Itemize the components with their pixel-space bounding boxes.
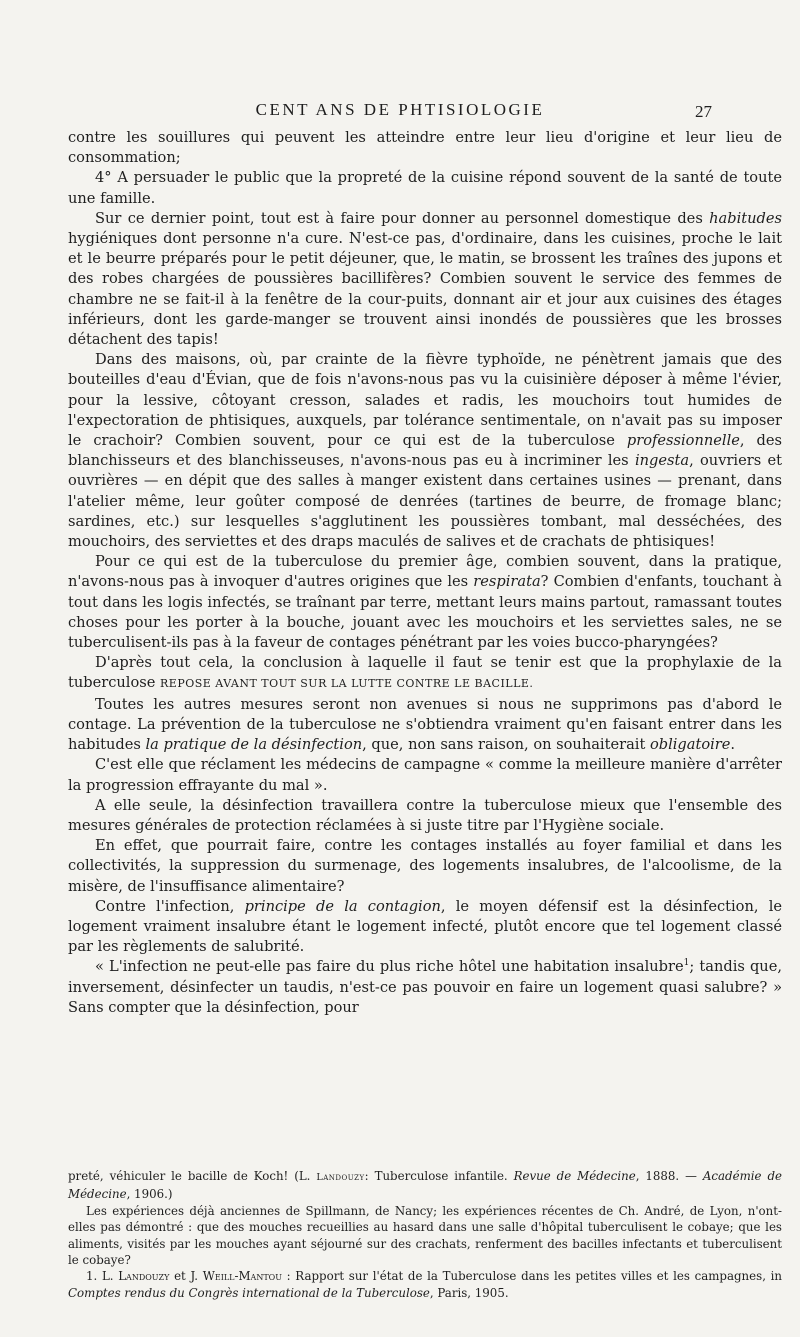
paragraph-7 xyxy=(68,695,782,756)
footnotes xyxy=(68,1168,782,1301)
footnote-1 xyxy=(68,1268,782,1301)
footnote-ref: 1 xyxy=(683,958,690,969)
text-run: Toutes les autres mesures seront non avenues si nous ne supprimons pas d'abord le contage. La prévention de la tuberculose ne s'obtiendra vraiment qu'en faisant entrer dans les habitudes xyxy=(68,695,782,754)
paragraph-11 xyxy=(68,897,782,958)
journal-title: Revue de Médecine xyxy=(513,1169,636,1183)
text-run: , des blanchisseurs et des blanchisseuses, n'avons-nous pas eu à incriminer les xyxy=(68,432,782,470)
paragraph-3 xyxy=(68,209,782,350)
running-title: CENT ANS DE PHTISIOLOGIE xyxy=(255,100,545,119)
text-run: Dans des maisons, où, par crainte de la fièvre typhoïde, ne pénètrent jamais que des bouteilles d'eau d'Évian, que de fois n'avons-nous pas vu la cuisinière déposer à même l'évier, pour la lessive, côtoyant cresson, salades et radis, les mouchoirs tout humides de l'expectoration de phtisiques, auxquels, par tolérance sentimentale, on n'avait pas su imposer le crachoir? Combien souvent, pour ce qui est de la tuberculose xyxy=(68,351,782,450)
footnote-continued xyxy=(68,1168,782,1203)
text-run: Contre l'infection, xyxy=(95,897,245,915)
text-run: , ouvriers et ouvrières — en dépit que des salles à manger existent dans certaines usines — prenant, dans l'atelier même, leur goûter composé de denrées (tartines de beurre, de fromage blanc; sardines, etc.) sur lesquelles s'agglutinent les poussières tombant, mal desséchées, des mouchoirs, des serviettes et des draps maculés de salives et de crachats de phtisiques! xyxy=(68,452,783,551)
paragraph-10: En effet, que pourrait faire, contre les contages installés au foyer familial et dans les collectivités, la suppression du surmenage, des logements insalubres, de l'alcoolisme, de la misère, de l'insuffisance alimentaire? xyxy=(68,837,782,895)
italic-term: ingesta xyxy=(634,452,690,470)
text-run: : Tuberculose infantile. xyxy=(364,1169,514,1183)
paragraph-9: A elle seule, la désinfection travaillera contre la tuberculose mieux que l'ensemble des mesures générales de protection réclamées à si juste titre par l'Hygiène sociale. xyxy=(68,796,782,834)
paragraph-6 xyxy=(68,653,782,694)
text-run: ? Combien d'enfants, touchant à tout dans les logis infectés, se traînant par terre, mettant leurs mains partout, ramassant toutes choses pour les porter à la bouche, jouant avec les mouchoirs et les serviettes sales, ne se tuberculisent-ils pas à la faveur de contages pénétrant par les voies bucco-pharyngées? xyxy=(68,573,782,652)
paragraph-4 xyxy=(68,350,782,552)
main-text xyxy=(68,128,782,1018)
text-run: Sur ce dernier point, tout est à faire pour donner au personnel domestique des xyxy=(95,209,710,227)
paragraph-12 xyxy=(68,957,782,1018)
publication-title: Comptes rendus du Congrès international de la Tuberculose xyxy=(68,1285,430,1300)
italic-term: professionnelle xyxy=(626,432,740,450)
text-run: preté, véhiculer le bacille de Koch! (L. xyxy=(68,1169,317,1183)
page-number: 27 xyxy=(695,102,712,121)
text-run: ; tandis que, inversement, désinfecter un taudis, n'est-ce pas pouvoir en faire un logement quasi salubre? » Sans compter que la désinfection, pour xyxy=(68,958,782,1016)
italic-term: habitudes xyxy=(709,209,782,227)
journal-title: Académie de Médecine xyxy=(68,1169,782,1202)
text-run: , 1906.) xyxy=(126,1187,173,1202)
text-run: D'après tout cela, la conclusion à laquelle il faut se tenir est que la prophylaxie de la tuberculose xyxy=(68,654,782,692)
text-run: , que, non sans raison, on souhaiterait xyxy=(362,736,650,754)
text-run: . xyxy=(730,736,736,754)
text-run: hygiéniques dont personne n'a cure. N'est-ce pas, d'ordinaire, dans les cuisines, proche le lait et le beurre préparés pour le petit déjeuner, que, le matin, se brossent les traînes des jupons et des robes chargées de poussières bacillifères? Combien souvent le service des femmes de chambre ne se fait-il à la fenêtre de la cour-puits, donnant air et jour aux cuisines des étages inférieurs, dont les garde-manger se trouvent ainsi inondés de poussières que les brosses détachent des tapis! xyxy=(68,230,782,349)
text-run: Pour ce qui est de la tuberculose du premier âge, combien souvent, dans la pratique, n'avons-nous pas à invoquer d'autres origines que les xyxy=(68,553,782,591)
paragraph-8: C'est elle que réclament les médecins de campagne « comme la meilleure manière d'arrêter la progression effrayante du mal ». xyxy=(68,756,782,794)
text-run: et J. xyxy=(169,1269,203,1284)
italic-term: la pratique de la désinfection xyxy=(145,736,363,754)
italic-term: respirata xyxy=(473,573,541,591)
text-run: : Rapport sur l'état de la Tuberculose dans les petites villes et les campagnes, in xyxy=(281,1269,782,1284)
author-name: Landouzy xyxy=(118,1269,170,1284)
text-run: , 1888. — xyxy=(635,1169,703,1183)
footnote-paragraph: Les expériences déjà anciennes de Spillmann, de Nancy; les expériences récentes de Ch. André, de Lyon, n'ont-elles pas démontré : que des mouches recueillies au hasard dans une salle d'hôpital tuberculisent le cobaye; que les aliments, visités par les mouches ayant séjourné sur des crachats, renferment des bacilles infectants et tuberculisent le cobaye? xyxy=(68,1203,782,1268)
text-run: « L'infection ne peut-elle pas faire du plus riche hôtel une habitation insalubre xyxy=(95,958,684,976)
footnote-number: 1. L. xyxy=(86,1269,119,1284)
author-name: Weill-Mantou xyxy=(202,1269,282,1284)
italic-term: principe de la contagion xyxy=(244,897,441,915)
text-run: , le moyen défensif est la désinfection, le logement vraiment insalubre étant le logement infecté, plutôt encore que tel logement classé par les règlements de salubrité. xyxy=(68,897,783,956)
text-run: , Paris, 1905. xyxy=(429,1285,509,1300)
author-name: Landouzy xyxy=(316,1172,365,1183)
paragraph-5 xyxy=(68,552,782,653)
italic-term: obligatoire xyxy=(649,736,731,754)
small-caps-emphasis: REPOSE AVANT TOUT SUR LA LUTTE CONTRE LE BACILLE. xyxy=(160,677,534,691)
paragraph-2: 4° A persuader le public que la propreté de la cuisine répond souvent de la santé de toute une famille. xyxy=(68,169,782,207)
paragraph-1: contre les souillures qui peuvent les atteindre entre leur lieu d'origine et leur lieu de consommation; xyxy=(68,129,782,167)
